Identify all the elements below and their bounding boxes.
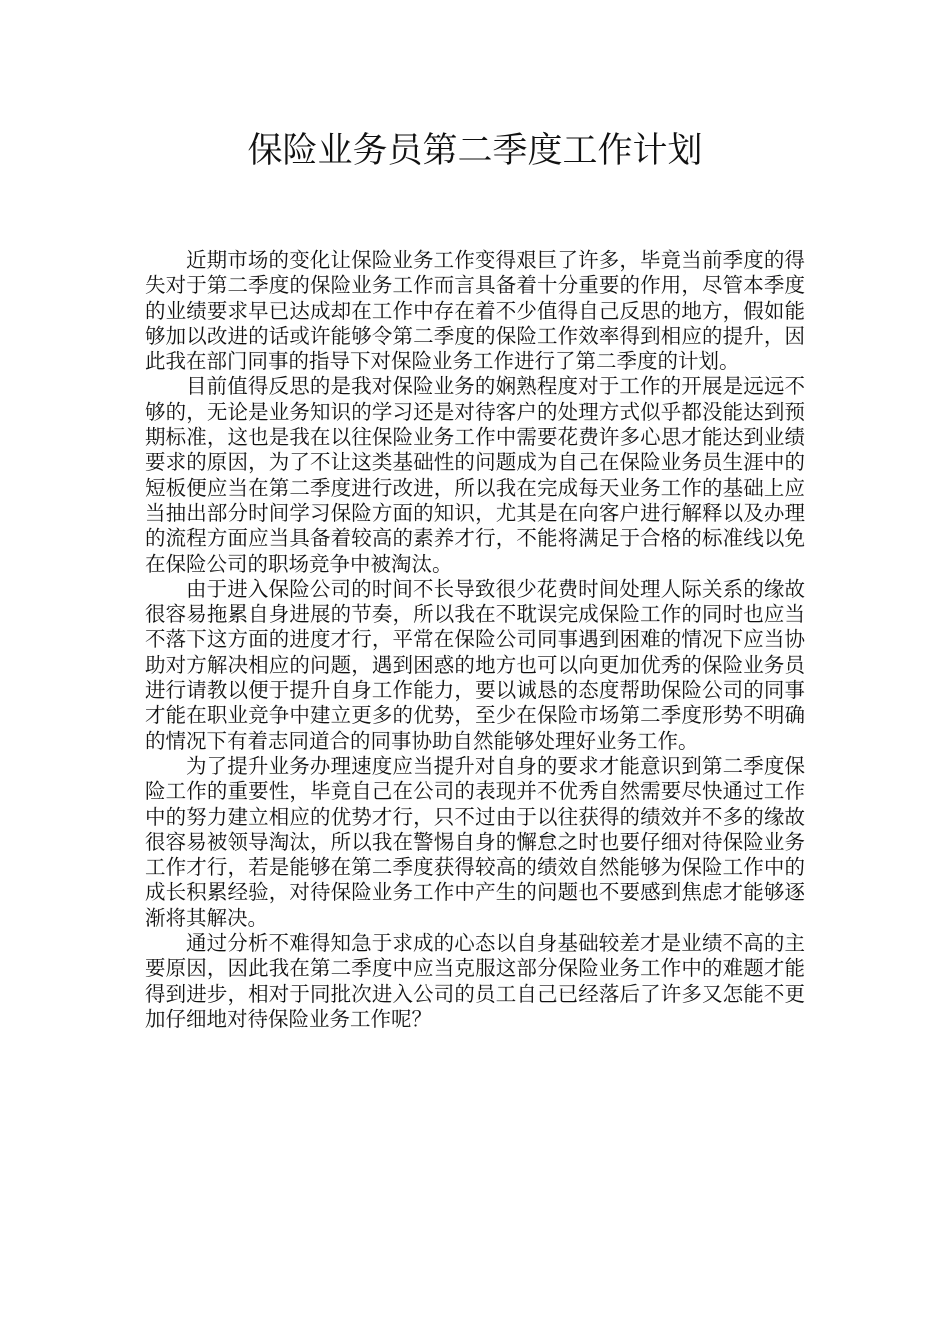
document-body <box>145 248 805 1032</box>
paragraph-3: 由于进入保险公司的时间不长导致很少花费时间处理人际关系的缘故很容易拖累自身进展的节奏，所以我在不耽误完成保险工作的同时也应当不落下这方面的进度才行，平常在保险公司同事遇到困难的情况下应当协助对方解决相应的问题，遇到困惑的地方也可以向更加优秀的保险业务员进行请教以便于提升自身工作能力，要以诚恳的态度帮助保险公司的同事才能在职业竞争中建立更多的优势，至少在保险市场第二季度形势不明确的情况下有着志同道合的同事协助自然能够处理好业务工作。 <box>145 576 805 753</box>
paragraph-5: 通过分析不难得知急于求成的心态以自身基础较差才是业绩不高的主要原因，因此我在第二季度中应当克服这部分保险业务工作中的难题才能得到进步，相对于同批次进入公司的员工自己已经落后了许多又怎能不更加仔细地对待保险业务工作呢？ <box>145 931 805 1031</box>
paragraph-1: 近期市场的变化让保险业务工作变得艰巨了许多，毕竟当前季度的得失对于第二季度的保险业务工作而言具备着十分重要的作用，尽管本季度的业绩要求早已达成却在工作中存在着不少值得自己反思的地方，假如能够加以改进的话或许能够令第二季度的保险工作效率得到相应的提升，因此我在部门同事的指导下对保险业务工作进行了第二季度的计划。 <box>145 248 805 374</box>
paragraph-4: 为了提升业务办理速度应当提升对自身的要求才能意识到第二季度保险工作的重要性，毕竟自己在公司的表现并不优秀自然需要尽快通过工作中的努力建立相应的优势才行，只不过由于以往获得的绩效并不多的缘故很容易被领导淘汰，所以我在警惕自身的懈怠之时也要仔细对待保险业务工作才行，若是能够在第二季度获得较高的绩效自然能够为保险工作中的成长积累经验，对待保险业务工作中产生的问题也不要感到焦虑才能够逐渐将其解决。 <box>145 753 805 930</box>
paragraph-2: 目前值得反思的是我对保险业务的娴熟程度对于工作的开展是远远不够的，无论是业务知识的学习还是对待客户的处理方式似乎都没能达到预期标准，这也是我在以往保险业务工作中需要花费许多心思才能达到业绩要求的原因，为了不让这类基础性的问题成为自己在保险业务员生涯中的短板便应当在第二季度进行改进，所以我在完成每天业务工作的基础上应当抽出部分时间学习保险方面的知识，尤其是在向客户进行解释以及办理的流程方面应当具备着较高的素养才行，不能将满足于合格的标准线以免在保险公司的职场竞争中被淘汰。 <box>145 374 805 576</box>
document-title: 保险业务员第二季度工作计划 <box>247 131 703 171</box>
